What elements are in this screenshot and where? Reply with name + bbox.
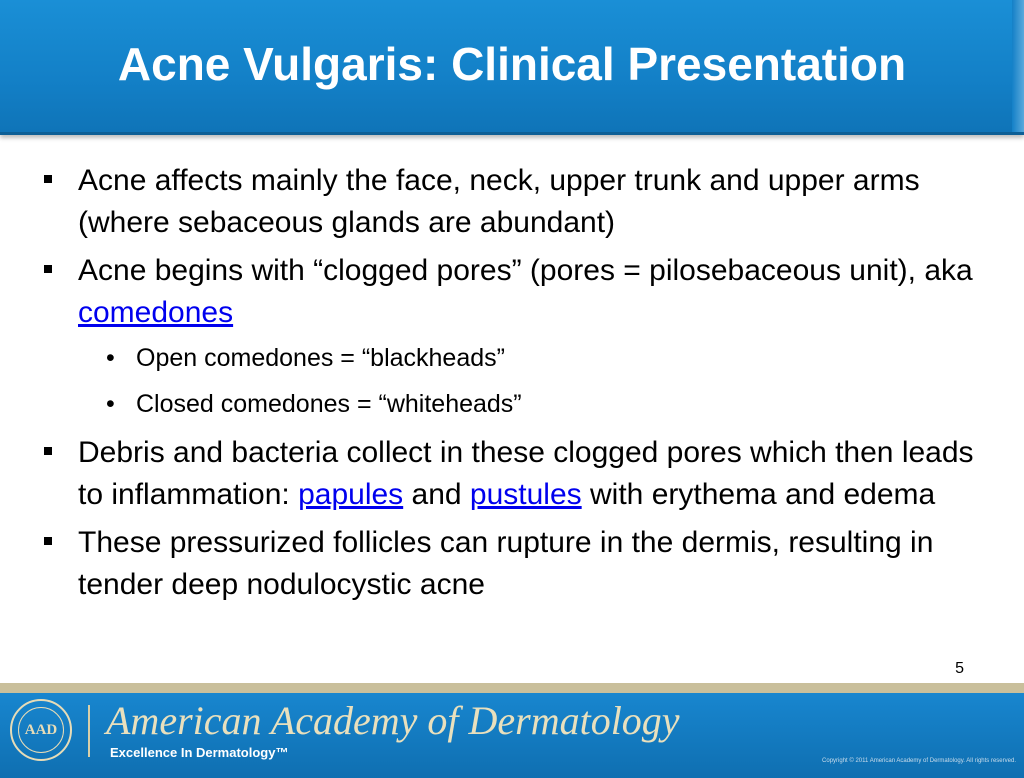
dot-bullet-icon: • [106, 344, 115, 372]
page-number: 5 [955, 660, 964, 677]
footer-bar [0, 683, 1024, 778]
bullet-text: Acne begins with “clogged pores” (pores = pilosebaceous unit), aka [78, 254, 973, 287]
title-bar [0, 0, 1024, 135]
bullet-text: Acne affects mainly the face, neck, upper trunk and upper arms (where sebaceous glands are abundant) [78, 164, 920, 239]
bullet-item [44, 250, 994, 334]
dot-bullet-icon: • [106, 390, 115, 418]
bullet-item [44, 160, 994, 244]
bullet-text: with erythema and edema [581, 478, 936, 511]
copyright-notice: Copyright © 2011 American Academy of Dermatology. All rights reserved. [822, 758, 1016, 764]
square-bullet-icon [44, 175, 52, 183]
bullet-text: and [403, 478, 470, 511]
square-bullet-icon [44, 537, 52, 545]
comedones-link[interactable]: comedones [78, 296, 234, 329]
bullet-item [44, 432, 994, 516]
footer-divider [88, 705, 90, 757]
pustules-link[interactable]: pustules [469, 478, 582, 511]
seal-monogram: AAD [18, 707, 64, 753]
sub-bullet-text: Closed comedones = “whiteheads” [136, 390, 522, 418]
bullet-item [44, 522, 994, 606]
sub-bullet-item [44, 386, 994, 422]
organization-name: American Academy of Dermatology [106, 698, 680, 743]
sub-bullet-item [44, 340, 994, 376]
sub-bullet-text: Open comedones = “blackheads” [136, 344, 505, 372]
square-bullet-icon [44, 265, 52, 273]
slide-title: Acne Vulgaris: Clinical Presentation [117, 38, 907, 90]
bullet-text: Debris and bacteria collect in these clogged pores which then leads to inflammation: [78, 436, 974, 511]
organization-tagline: Excellence In Dermatology™ [110, 745, 289, 760]
square-bullet-icon [44, 447, 52, 455]
aad-seal-logo [10, 699, 72, 761]
slide-content [44, 160, 994, 612]
bullet-text: These pressurized follicles can rupture in the dermis, resulting in tender deep nodulocystic acne [78, 526, 934, 601]
papules-link[interactable]: papules [298, 478, 404, 511]
